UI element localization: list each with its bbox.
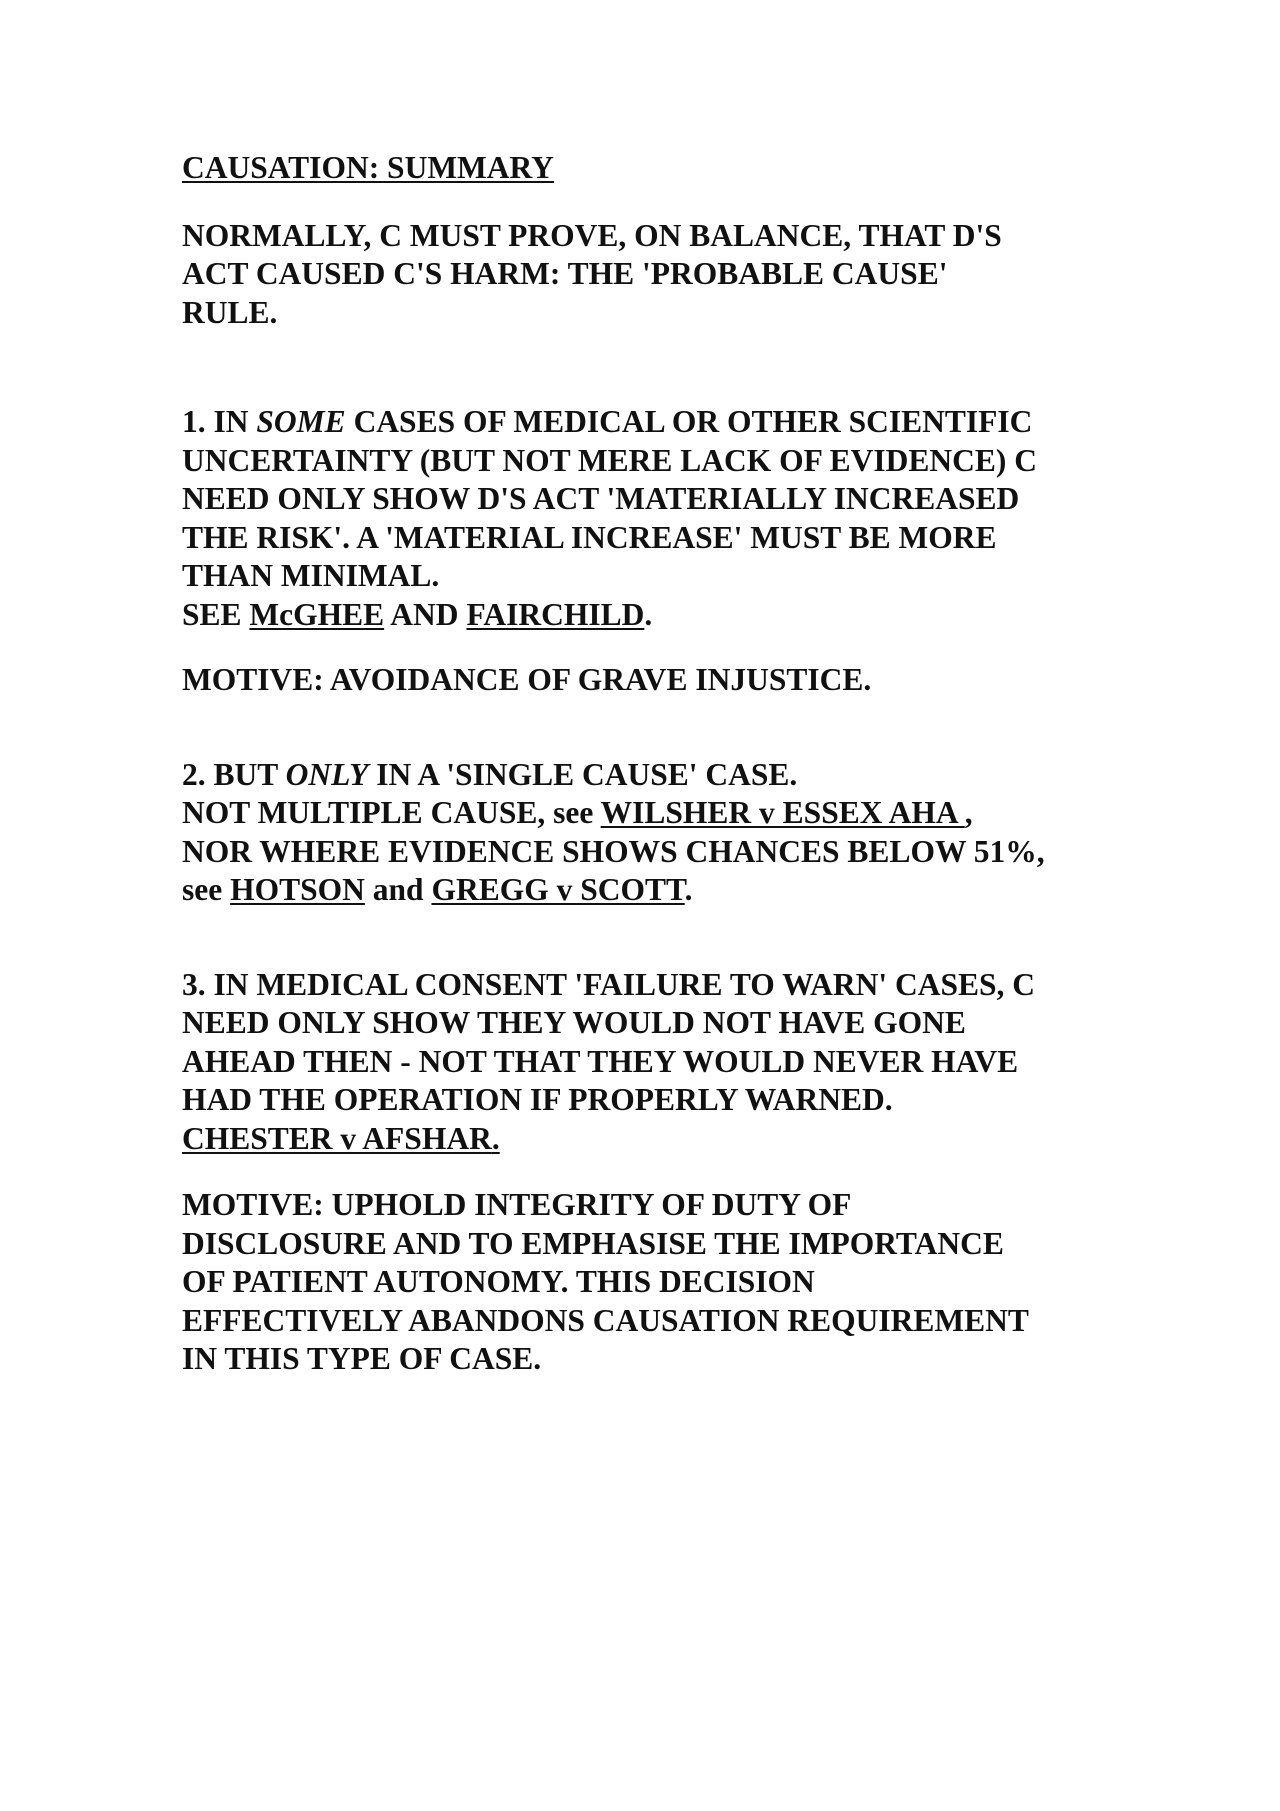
point-3-line: HAD THE OPERATION IF PROPERLY WARNED. <box>182 1082 893 1117</box>
motive-2-line: MOTIVE: UPHOLD INTEGRITY OF DUTY OF <box>182 1187 852 1222</box>
intro-paragraph <box>182 217 1142 333</box>
point-3-line: AHEAD THEN - NOT THAT THEY WOULD NEVER HAVE <box>182 1043 1019 1079</box>
point-1-line: THE RISK'. A 'MATERIAL INCREASE' MUST BE MORE <box>182 519 997 555</box>
motive-2-paragraph <box>182 1186 1142 1379</box>
point-1-emphasis: SOME <box>256 404 346 439</box>
point-1-prefix: 1. IN <box>182 404 257 439</box>
intro-line: RULE. <box>182 294 278 330</box>
case-chester: CHESTER v AFSHAR <box>182 1120 492 1156</box>
point-2-line2-suffix: , <box>964 795 973 830</box>
title-text: CAUSATION: SUMMARY <box>182 150 554 185</box>
point-1-see-line <box>182 596 1142 635</box>
point-3-case-line <box>182 1120 1142 1159</box>
case-mcghee: McGHEE <box>249 596 385 632</box>
see-prefix: SEE <box>182 596 250 632</box>
document-title <box>182 149 1142 188</box>
point-2-prefix: 2. BUT <box>182 756 286 792</box>
and-text: AND <box>384 596 467 632</box>
point-2-emphasis: ONLY <box>285 756 369 792</box>
point-1-line: UNCERTAINTY (BUT NOT MERE LACK OF EVIDENCE) C <box>182 442 1038 478</box>
point-2-line4-prefix: see <box>182 872 231 907</box>
case-hotson: HOTSON <box>230 872 365 907</box>
point-3-line: 3. IN MEDICAL CONSENT 'FAILURE TO WARN' CASES, C <box>182 966 1036 1002</box>
case-wilsher: WILSHER v ESSEX AHA <box>600 795 965 830</box>
point-2-line: NOR WHERE EVIDENCE SHOWS CHANCES BELOW 51%, <box>182 833 1045 869</box>
point-2-line <box>182 871 1142 910</box>
motive-1-paragraph <box>182 661 1142 700</box>
point-2-paragraph <box>182 756 1142 910</box>
case-gregg: GREGG v SCOTT <box>431 872 685 907</box>
point-2-rest: IN A 'SINGLE CAUSE' CASE. <box>368 756 798 792</box>
period: . <box>491 1120 500 1156</box>
and-text: and <box>364 872 432 907</box>
point-2-line <box>182 794 1142 833</box>
intro-line: NORMALLY, C MUST PROVE, ON BALANCE, THAT D'S <box>182 217 1002 253</box>
point-1-line <box>182 403 1142 442</box>
case-fairchild: FAIRCHILD <box>466 596 645 632</box>
motive-2-line: IN THIS TYPE OF CASE. <box>182 1341 542 1376</box>
motive-2-line: EFFECTIVELY ABANDONS CAUSATION REQUIREMENT <box>182 1302 1029 1338</box>
motive-2-line: DISCLOSURE AND TO EMPHASISE THE IMPORTANCE <box>182 1225 1004 1261</box>
period: . <box>684 872 693 907</box>
point-1-line: THAN MINIMAL. <box>182 558 440 593</box>
motive-1-line: MOTIVE: AVOIDANCE OF GRAVE INJUSTICE. <box>182 662 872 697</box>
point-1-rest: CASES OF MEDICAL OR OTHER SCIENTIFIC <box>345 404 1033 439</box>
point-3-paragraph <box>182 966 1142 1159</box>
point-3-line: NEED ONLY SHOW THEY WOULD NOT HAVE GONE <box>182 1005 966 1040</box>
point-1-line: NEED ONLY SHOW D'S ACT 'MATERIALLY INCREASED <box>182 481 1020 516</box>
point-1-paragraph <box>182 403 1142 634</box>
motive-2-line: OF PATIENT AUTONOMY. THIS DECISION <box>182 1264 815 1299</box>
document-page <box>182 149 1142 1379</box>
point-2-line2-prefix: NOT MULTIPLE CAUSE, see <box>182 795 601 830</box>
period: . <box>644 596 653 632</box>
intro-line: ACT CAUSED C'S HARM: THE 'PROBABLE CAUSE' <box>182 256 948 291</box>
point-2-line <box>182 756 1142 795</box>
